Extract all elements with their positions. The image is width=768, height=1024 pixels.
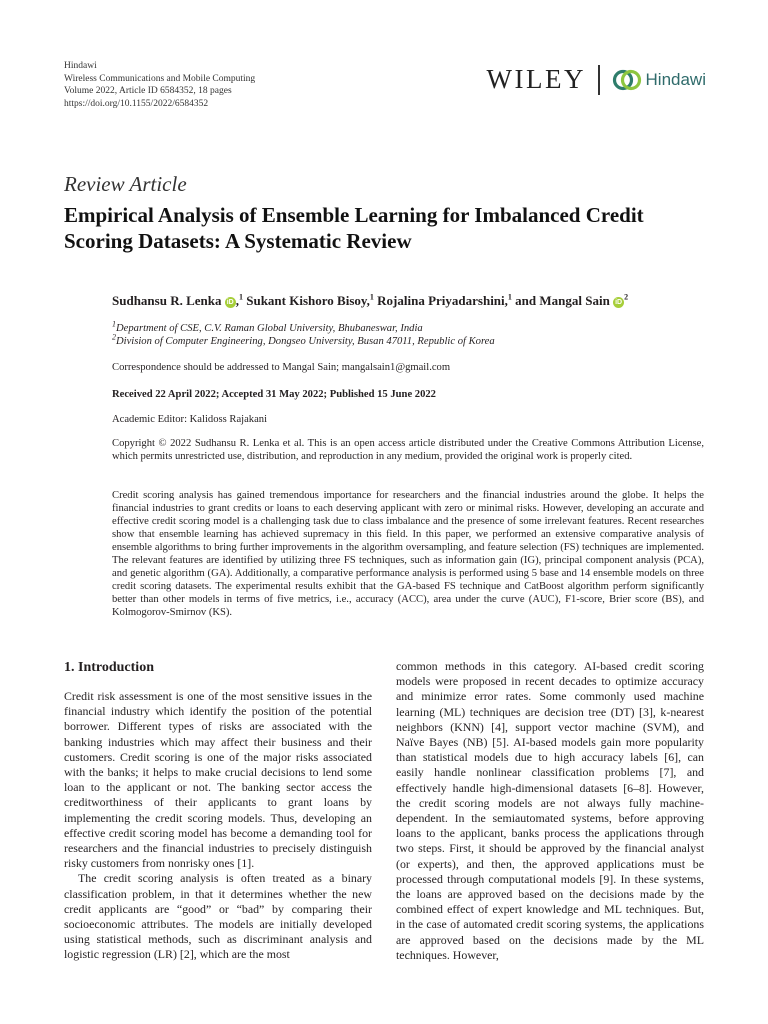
author-name[interactable]: Mangal Sain bbox=[539, 293, 610, 308]
author-name[interactable]: Rojalina Priyadarshini bbox=[377, 293, 505, 308]
doi-link[interactable]: https://doi.org/10.1155/2022/6584352 bbox=[64, 98, 209, 109]
orcid-icon[interactable]: iD bbox=[226, 299, 234, 306]
body-column-left bbox=[64, 689, 372, 963]
volume-line: Volume 2022, Article ID 6584352, 18 pages bbox=[64, 86, 232, 96]
publisher-logos bbox=[487, 64, 706, 95]
correspondence: Correspondence should be addressed to Mangal Sain; mangalsain1@gmail.com bbox=[112, 362, 451, 373]
wiley-logo: WILEY bbox=[486, 64, 587, 94]
affiliations bbox=[112, 319, 704, 348]
affiliation-mark: 2 bbox=[112, 332, 116, 342]
logo-divider bbox=[598, 65, 600, 95]
abstract: Credit scoring analysis has gained tremendous importance for researchers and the financial industries around the globe. It helps the financial industries to grant credits or loans to each deserving applicant with zero or minimal risks. However, developing an accurate and effective credit scoring model is a challenging task due to class imbalance and the presence of some irrelevant features. Recent researches show that ensemble learning has achieved supremacy in this field. In this paper, we performed an extensive comparative analysis of ensemble algorithms to bring further improvements in the algorithm oversampling, and feature selection (FS) techniques are implemented. The relevant features are identified by utilizing three FS techniques, such as information gain (IG), principal component analysis (PCA), and genetic algorithm (GA). Additionally, a comparative performance analysis is performed using 5 base and 14 ensemble models on three credit scoring datasets. The experimental results exhibit that the GA-based FS technique and CatBoost algorithm perform significantly better than other models in terms of five metrics, i.e., accuracy (ACC), area under the curve (AUC), F1-score, Brier score (BS), and Kolmogorov-Smirnov (KS). bbox=[112, 490, 704, 618]
paragraph: The credit scoring analysis is often treated as a binary classification problem, in that it determines whether the new credit applicants are “good” or “bad” by comparing their socioeconomic attributes. The models are initially developed using statistical methods, such as discriminant analysis and logistic regression (LR) [2], which are the most bbox=[64, 871, 372, 962]
author-affiliation-mark: 1 bbox=[238, 292, 243, 302]
affiliation-item bbox=[112, 319, 704, 335]
affiliation-text: Division of Computer Engineering, Dongseo University, Busan 47011, Republic of Korea bbox=[116, 336, 495, 347]
affiliation-text: Department of CSE, C.V. Raman Global University, Bhubaneswar, India bbox=[116, 323, 423, 334]
author-conjunction: and bbox=[515, 293, 537, 308]
publisher-name: Hindawi bbox=[64, 61, 97, 71]
article-title: Empirical Analysis of Ensemble Learning for Imbalanced Credit Scoring Datasets: A Systematic Review bbox=[64, 203, 644, 253]
body-column-right bbox=[396, 659, 704, 963]
publication-dates: Received 22 April 2022; Accepted 31 May 2022; Published 15 June 2022 bbox=[112, 389, 436, 400]
affiliation-mark: 1 bbox=[112, 319, 116, 329]
affiliation-item bbox=[112, 332, 704, 348]
copyright-notice: Copyright © 2022 Sudhansu R. Lenka et al. This is an open access article distributed under the Creative Commons Attribution License, which permits unrestricted use, distribution, and reproduction in any medium, provided the original work is properly cited. bbox=[112, 438, 704, 462]
hindawi-wordmark: Hindawi bbox=[645, 69, 706, 89]
author-list: Sudhansu R. Lenka iD ,$^1$ Sukant Kishoro Bisoy,$^1$ Rojalina Priyadarshini,$^1$ and Mangal Sain $iD^2$ bbox=[112, 292, 629, 308]
hindawi-logo bbox=[612, 68, 706, 92]
academic-editor: Academic Editor: Kalidoss Rajakani bbox=[112, 414, 268, 425]
journal-name: Wireless Communications and Mobile Computing bbox=[64, 73, 256, 84]
author-affiliation-mark: 1 bbox=[369, 292, 374, 302]
section-heading: 1. Introduction bbox=[64, 660, 154, 675]
journal-masthead bbox=[64, 60, 255, 110]
author-name[interactable]: Sukant Kishoro Bisoy bbox=[246, 293, 367, 308]
hindawi-rings-icon bbox=[612, 68, 642, 92]
article-type: Review Article bbox=[64, 172, 187, 196]
paragraph: common methods in this category. AI-based credit scoring models were proposed in recent decades to optimize accuracy and minimize error rates. Some commonly used machine learning (ML) techniques are decision tree (DT) [3], k-nearest neighbors (KNN) [4], support vector machine (SVM), and Naïve Bayes (NB) [5]. AI-based models gain more popularity than statistical models due to high accuracy labels [6], can easily handle nonlinear classification problems [7], and effectively handle high-dimensional datasets [6–8]. However, the credit scoring models are not always fully machine-dependent. In the semiautomated systems, before approving loans to the applicant, banks process the applications through two steps. First, it should be approved by the financial analyst (or experts), and then, the approved applications must be processed through computational models [9]. In these systems, the loans are approved based on the decisions made by the combined effect of expert knowledge and ML techniques. But, in the case of automated credit scoring systems, the applications are approved based on the decisions made by the ML techniques. However, bbox=[396, 659, 704, 962]
orcid-icon[interactable]: iD bbox=[615, 299, 623, 306]
author-affiliation-mark: 2 bbox=[624, 292, 629, 302]
author-name[interactable]: Sudhansu R. Lenka bbox=[112, 293, 222, 308]
paragraph: Credit risk assessment is one of the most sensitive issues in the financial industry which identify the position of the potential borrower. Different types of risks are associated with the banking industries which may affect their business and their customers. Credit scoring is one of the major risks associated with the banks; it helps to make crucial decisions to lend some loan to the applicant or not. The banking sector access the creditworthiness of their applicants to grant loans by implementing the credit scoring models. Thus, developing an effective credit scoring model has become a demanding tool for researchers and the financial industries to precisely distinguish risky customers from nonrisky ones [1]. bbox=[64, 689, 372, 871]
author-affiliation-mark: 1 bbox=[507, 292, 512, 302]
